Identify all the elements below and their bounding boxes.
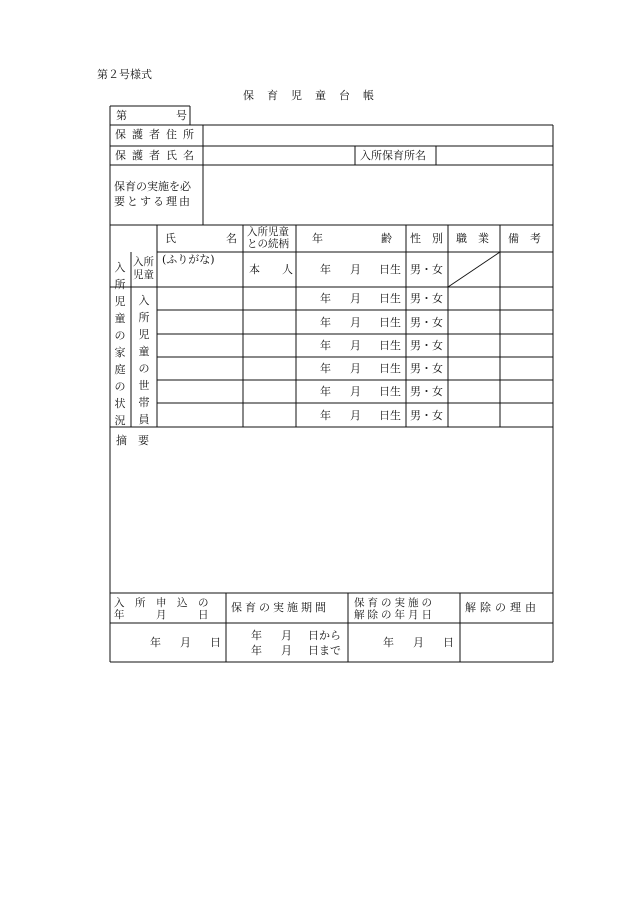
birth-month: 月 bbox=[350, 292, 361, 305]
birth-month: 月 bbox=[350, 385, 361, 398]
birth-month: 月 bbox=[350, 362, 361, 375]
sex-value: 男・女 bbox=[410, 339, 443, 352]
form-id: 第２号様式 bbox=[97, 68, 152, 81]
birth-month: 月 bbox=[350, 263, 361, 276]
child-label-line1: 入所 bbox=[133, 256, 154, 268]
header-relation-line2: との続柄 bbox=[247, 238, 289, 250]
to-day: 日まで bbox=[308, 644, 341, 657]
guardian-name-label: 保護者氏名 bbox=[115, 149, 200, 162]
birth-day: 日生 bbox=[379, 385, 401, 398]
header-name-left: 氏 bbox=[165, 232, 176, 245]
birth-year: 年 bbox=[320, 316, 331, 329]
birth-year: 年 bbox=[320, 409, 331, 422]
birth-day: 日生 bbox=[379, 339, 401, 352]
birth-month: 月 bbox=[350, 316, 361, 329]
app-date-month: 月 bbox=[180, 636, 191, 649]
sex-value: 男・女 bbox=[410, 316, 443, 329]
application-line1: 入 所 申 込 の bbox=[114, 597, 209, 609]
birth-year: 年 bbox=[320, 292, 331, 305]
number-suffix: 号 bbox=[176, 109, 187, 122]
end-date-day: 日 bbox=[443, 636, 454, 649]
birth-day: 日生 bbox=[379, 362, 401, 375]
birth-year: 年 bbox=[320, 339, 331, 352]
from-day: 日から bbox=[308, 629, 341, 642]
header-age-right: 齢 bbox=[381, 232, 392, 245]
header-remarks: 備 考 bbox=[508, 232, 541, 245]
from-month: 月 bbox=[281, 629, 292, 642]
header-sex: 性 別 bbox=[410, 232, 443, 245]
birth-year: 年 bbox=[320, 362, 331, 375]
application-line2: 年 月 日 bbox=[114, 609, 209, 621]
header-name-right: 名 bbox=[226, 232, 237, 245]
sex-value: 男・女 bbox=[410, 409, 443, 422]
birth-year: 年 bbox=[320, 263, 331, 276]
birth-day: 日生 bbox=[379, 263, 401, 276]
summary-label: 摘 要 bbox=[116, 434, 149, 447]
child-label-line2: 児童 bbox=[133, 269, 154, 281]
birth-day: 日生 bbox=[379, 409, 401, 422]
end-date-year: 年 bbox=[383, 636, 394, 649]
guardian-address-label: 保護者住所 bbox=[115, 128, 200, 141]
release-reason-label: 解除の理由 bbox=[465, 601, 540, 614]
birth-year: 年 bbox=[320, 385, 331, 398]
app-date-year: 年 bbox=[150, 636, 161, 649]
number-prefix: 第 bbox=[116, 109, 127, 122]
household-label bbox=[137, 292, 151, 428]
sex-value: 男・女 bbox=[410, 263, 443, 276]
period-label: 保育の実施期間 bbox=[231, 601, 329, 614]
header-age-left: 年 bbox=[312, 232, 323, 245]
end-date-line2: 解除の年月日 bbox=[354, 609, 435, 621]
self-label: 本 人 bbox=[249, 263, 293, 276]
sex-value: 男・女 bbox=[410, 385, 443, 398]
facility-label: 入所保育所名 bbox=[360, 149, 426, 162]
birth-day: 日生 bbox=[379, 292, 401, 305]
to-year: 年 bbox=[251, 644, 262, 657]
to-month: 月 bbox=[281, 644, 292, 657]
birth-month: 月 bbox=[350, 409, 361, 422]
sex-value: 男・女 bbox=[410, 362, 443, 375]
header-relation-line1: 入所児童 bbox=[247, 226, 289, 238]
household-label-text: 入所児童の世帯員 bbox=[138, 294, 150, 426]
page-title: 保 育 児 童 台 帳 bbox=[243, 89, 375, 102]
app-date-day: 日 bbox=[210, 636, 221, 649]
birth-month: 月 bbox=[350, 339, 361, 352]
reason-label-line2: 要とする理由 bbox=[114, 195, 192, 208]
sex-value: 男・女 bbox=[410, 292, 443, 305]
end-date-line1: 保育の実施の bbox=[354, 597, 435, 609]
reason-label-line1: 保育の実施を必 bbox=[114, 180, 191, 193]
from-year: 年 bbox=[251, 629, 262, 642]
family-section-label bbox=[113, 259, 127, 429]
furigana-label: (ふりがな) bbox=[162, 253, 215, 266]
end-date-month: 月 bbox=[413, 636, 424, 649]
header-job: 職 業 bbox=[456, 232, 489, 245]
family-section-label-text: 入所児童の家庭の状況 bbox=[114, 261, 126, 427]
birth-day: 日生 bbox=[379, 316, 401, 329]
